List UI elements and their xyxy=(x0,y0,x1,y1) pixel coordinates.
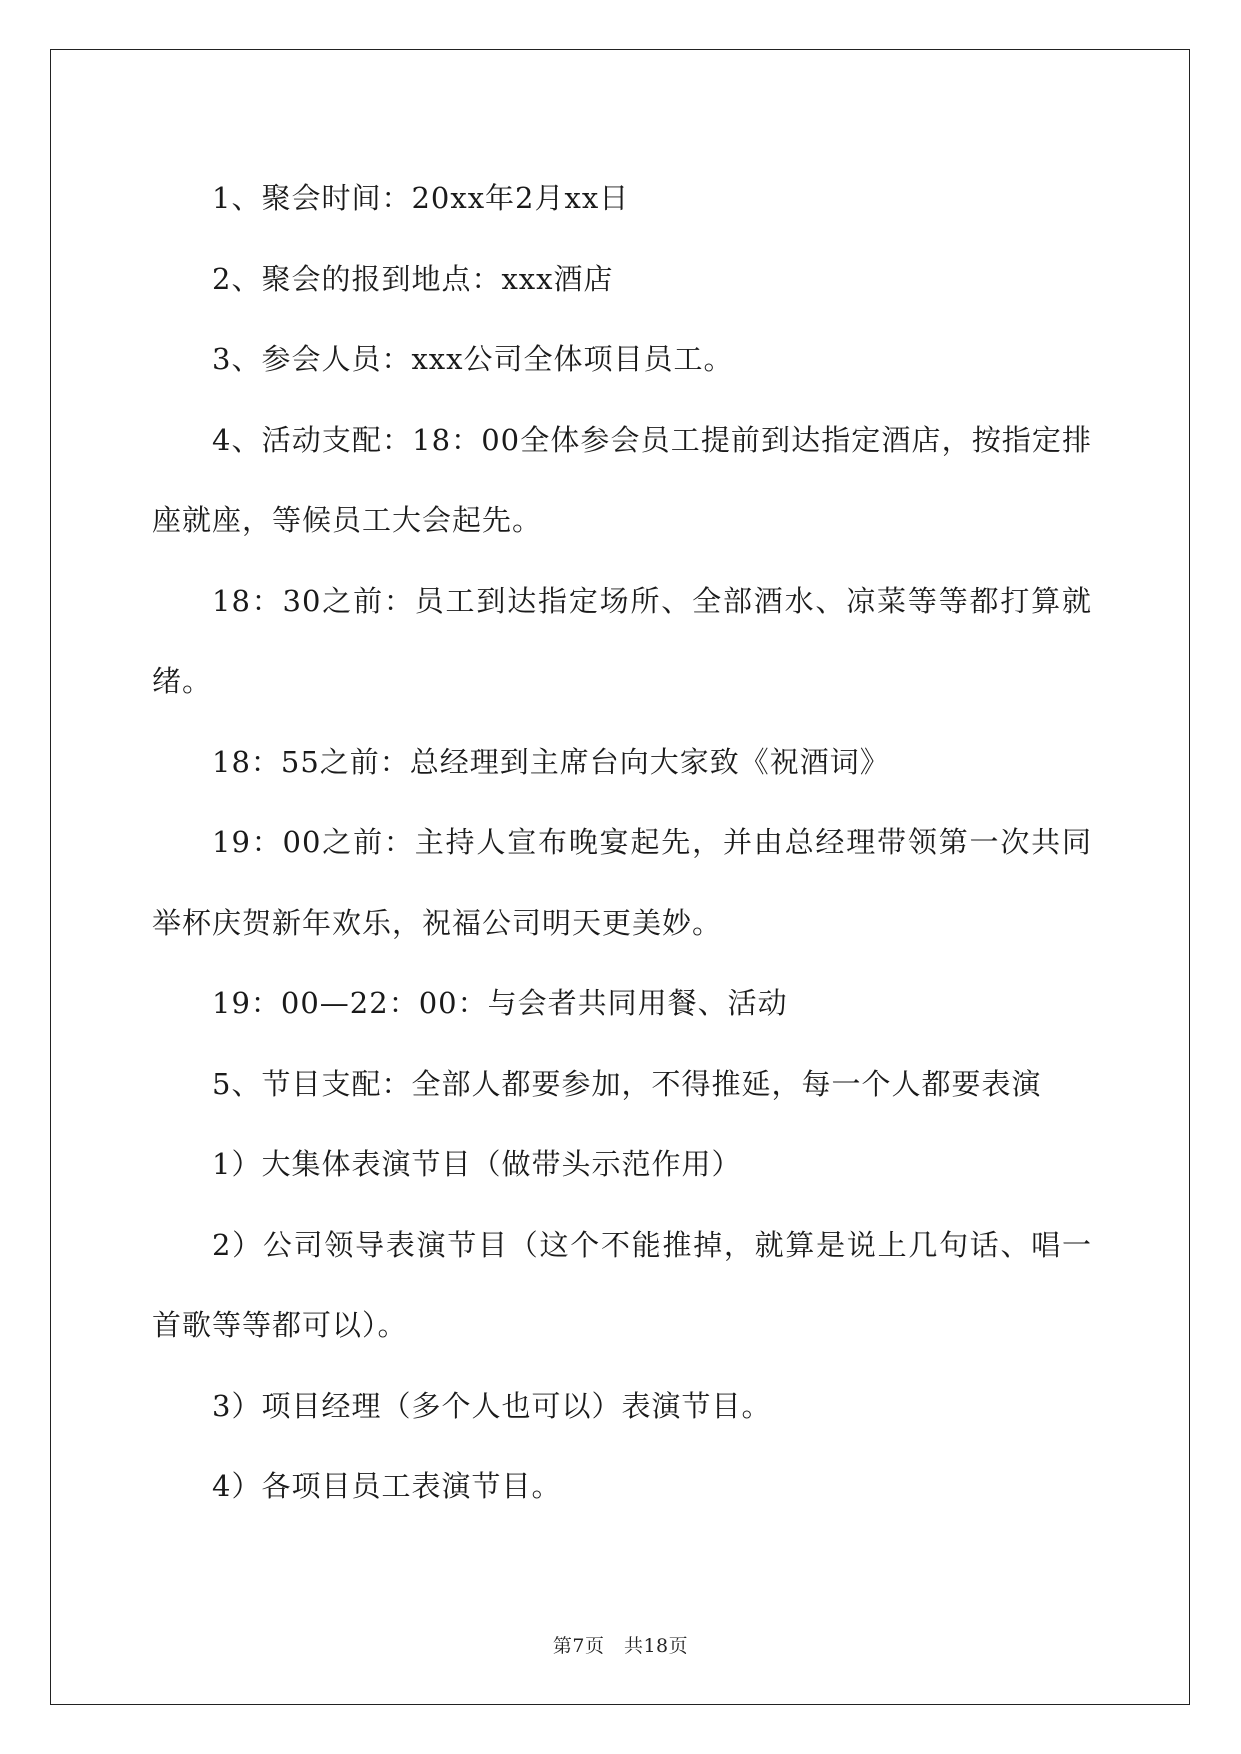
paragraph-meeting-time: 1、聚会时间：20xx年2月xx日 xyxy=(212,181,630,215)
paragraph-program-1: 1）大集体表演节目（做带头示范作用） xyxy=(212,1147,742,1181)
paragraph-activity-schedule: 4、活动支配：18：00全体参会员工提前到达指定酒店，按指定排座就座，等候员工大会起先。 xyxy=(152,422,1092,537)
paragraph-program-3: 3）项目经理（多个人也可以）表演节目。 xyxy=(212,1388,772,1423)
paragraph-program-arrangement: 5、节目支配：全部人都要参加，不得推延，每一个人都要表演 xyxy=(212,1066,1042,1101)
paragraph-attendees: 3、参会人员：xxx公司全体项目员工。 xyxy=(212,342,734,376)
paragraph-program-2: 2）公司领导表演节目（这个不能推掉，就算是说上几句话、唱一首歌等等都可以）。 xyxy=(152,1227,1092,1342)
paragraph-1830: 18：30之前：员工到达指定场所、全部酒水、凉菜等等都打算就绪。 xyxy=(152,583,1092,698)
page-number-footer: 第7页 共18页 xyxy=(552,1635,689,1657)
document-body xyxy=(152,158,1092,1527)
paragraph-1900: 19：00之前：主持人宣布晚宴起先，并由总经理带领第一次共同举杯庆贺新年欢乐，祝福公司明天更美妙。 xyxy=(152,825,1092,940)
paragraph-1900-2200: 19：00—22：00：与会者共同用餐、活动 xyxy=(212,986,788,1020)
paragraph-program-4: 4）各项目员工表演节目。 xyxy=(212,1469,562,1503)
paragraph-meeting-location: 2、聚会的报到地点：xxx酒店 xyxy=(212,261,614,296)
paragraph-1855: 18：55之前：总经理到主席台向大家致《祝酒词》 xyxy=(212,744,890,779)
